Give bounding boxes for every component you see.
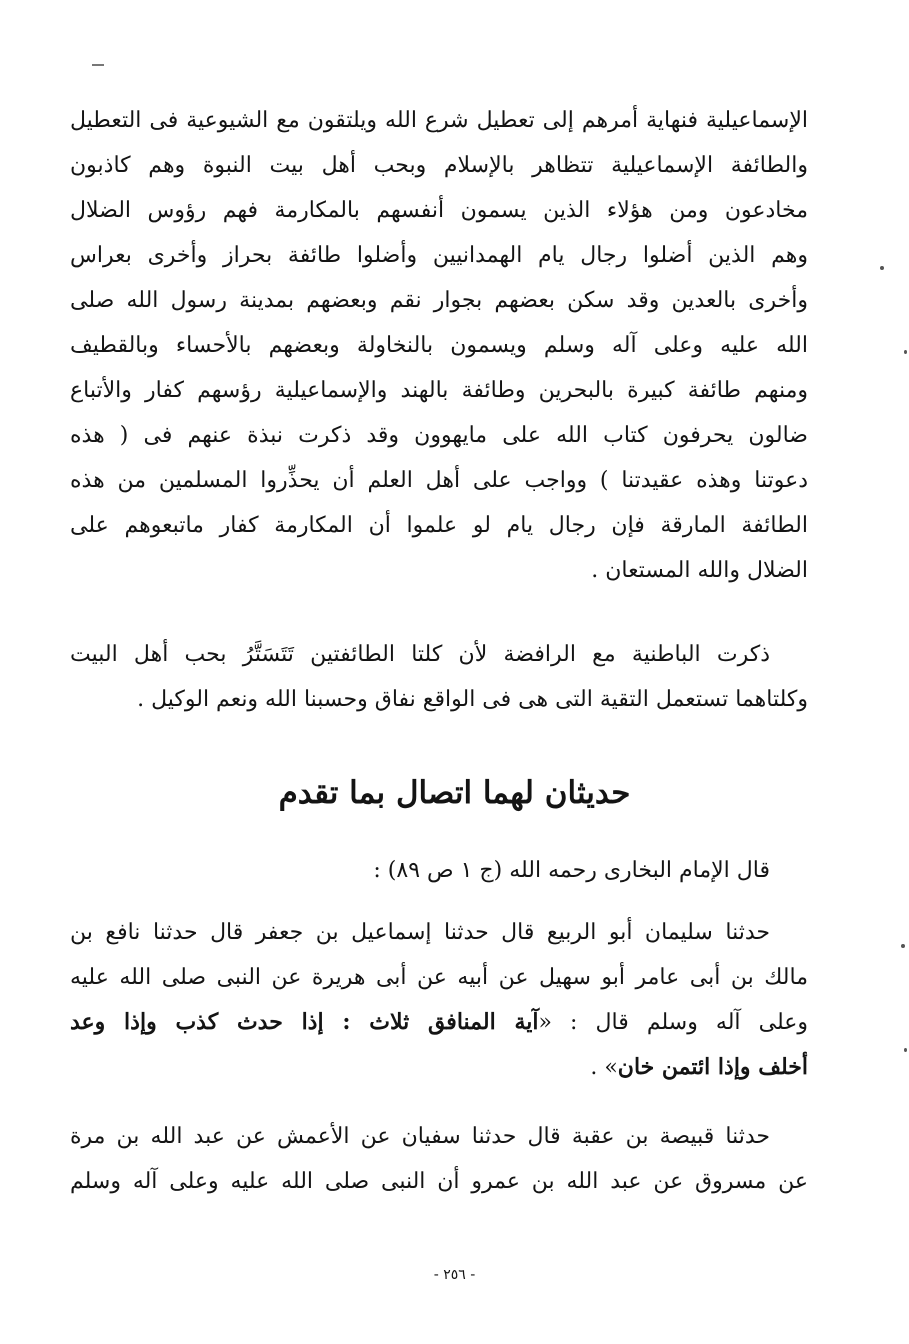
text-line: الضلال والله المستعان . [591,558,808,583]
paragraph-ismaili-sects [70,98,808,593]
text-line: الإسماعيلية فنهاية أمرهم إلى تعطيل شرع الله ويلتقون مع الشيوعية فى التعطيل [70,108,808,133]
text-line: وأخرى بالعدين وقد سكن بعضهم بجوار نقم وبعضهم بمدينة رسول الله صلى [70,288,808,313]
text-line: حدثنا قبيصة بن عقبة قال حدثنا سفيان عن الأعمش عن عبد الله بن مرة [70,1124,770,1149]
text-line: عن مسروق عن عبد الله بن عمرو أن النبى صلى الله عليه وعلى آله وسلم [70,1169,808,1194]
text-line: ضالون يحرفون كتاب الله على مايهوون وقد ذكرت نبذة عنهم فى ( هذه [70,423,808,448]
text-line: دعوتنا وهذه عقيدتنا ) وواجب على أهل العلم أن يحذِّروا المسلمين من هذه [70,468,808,493]
text-line: حدثنا سليمان أبو الربيع قال حدثنا إسماعيل بن جعفر قال حدثنا نافع بن [70,920,770,945]
scan-dash-mark [92,64,104,66]
scan-dot-mark [904,1048,907,1052]
text-line: الطائفة المارقة فإن رجال يام لو علموا أن المكارمة كفار ماتبعوهم على [70,513,808,538]
text-line [70,1000,808,1045]
hadith-quote-bold: آية المنافق ثلاث : إذا حدث كذب وإذا وعد [70,1009,539,1035]
paragraph-hadith-two [70,1114,808,1204]
text-line [70,1045,808,1090]
scan-dot-mark [904,350,907,354]
section-heading: حديثان لهما اتصال بما تقدم [278,775,631,811]
text-line: وكلتاهما تستعمل التقية التى هى فى الواقع نفاق وحسبنا الله ونعم الوكيل . [137,687,808,712]
text-plain: » . [590,1055,618,1080]
text-line: مالك بن أبى عامر أبو سهيل عن أبيه عن أبى هريرة عن النبى صلى الله عليه [70,965,808,990]
scan-dot-mark [901,944,905,948]
paragraph-batiniya-rafida [70,632,808,722]
page-number: - ٢٥٦ - [433,1267,476,1283]
paragraph-bukhari-citation [70,848,808,893]
text-line: مخادعون ومن هؤلاء الذين يسمون أنفسهم بالمكارمة فهم رؤوس الضلال [70,198,808,223]
text-line: ذكرت الباطنية مع الرافضة لأن كلتا الطائفتين تَتَسَتَّرُ بحب أهل البيت [70,642,770,667]
scan-dot-mark [880,266,884,270]
hadith-quote-bold: أخلف وإذا ائتمن خان [617,1054,808,1080]
text-line: ومنهم طائفة كبيرة بالبحرين وطائفة بالهند والإسماعيلية رؤسهم كفار والأتباع [70,378,808,403]
text-line: والطائفة الإسماعيلية تتظاهر بالإسلام وبحب أهل بيت النبوة وهم كاذبون [70,153,808,178]
paragraph-hadith-one [70,910,808,1090]
text-plain: وعلى آله وسلم قال : « [538,1010,808,1035]
text-line: الله عليه وعلى آله وسلم ويسمون بالنخاولة وبعضهم بالأحساء وبالقطيف [70,333,808,358]
text-line: قال الإمام البخارى رحمه الله (ج ١ ص ٨٩) : [373,858,770,883]
text-line: وهم الذين أضلوا رجال يام الهمدانيين وأضلوا طائفة بحراز وأخرى بعراس [70,243,808,268]
